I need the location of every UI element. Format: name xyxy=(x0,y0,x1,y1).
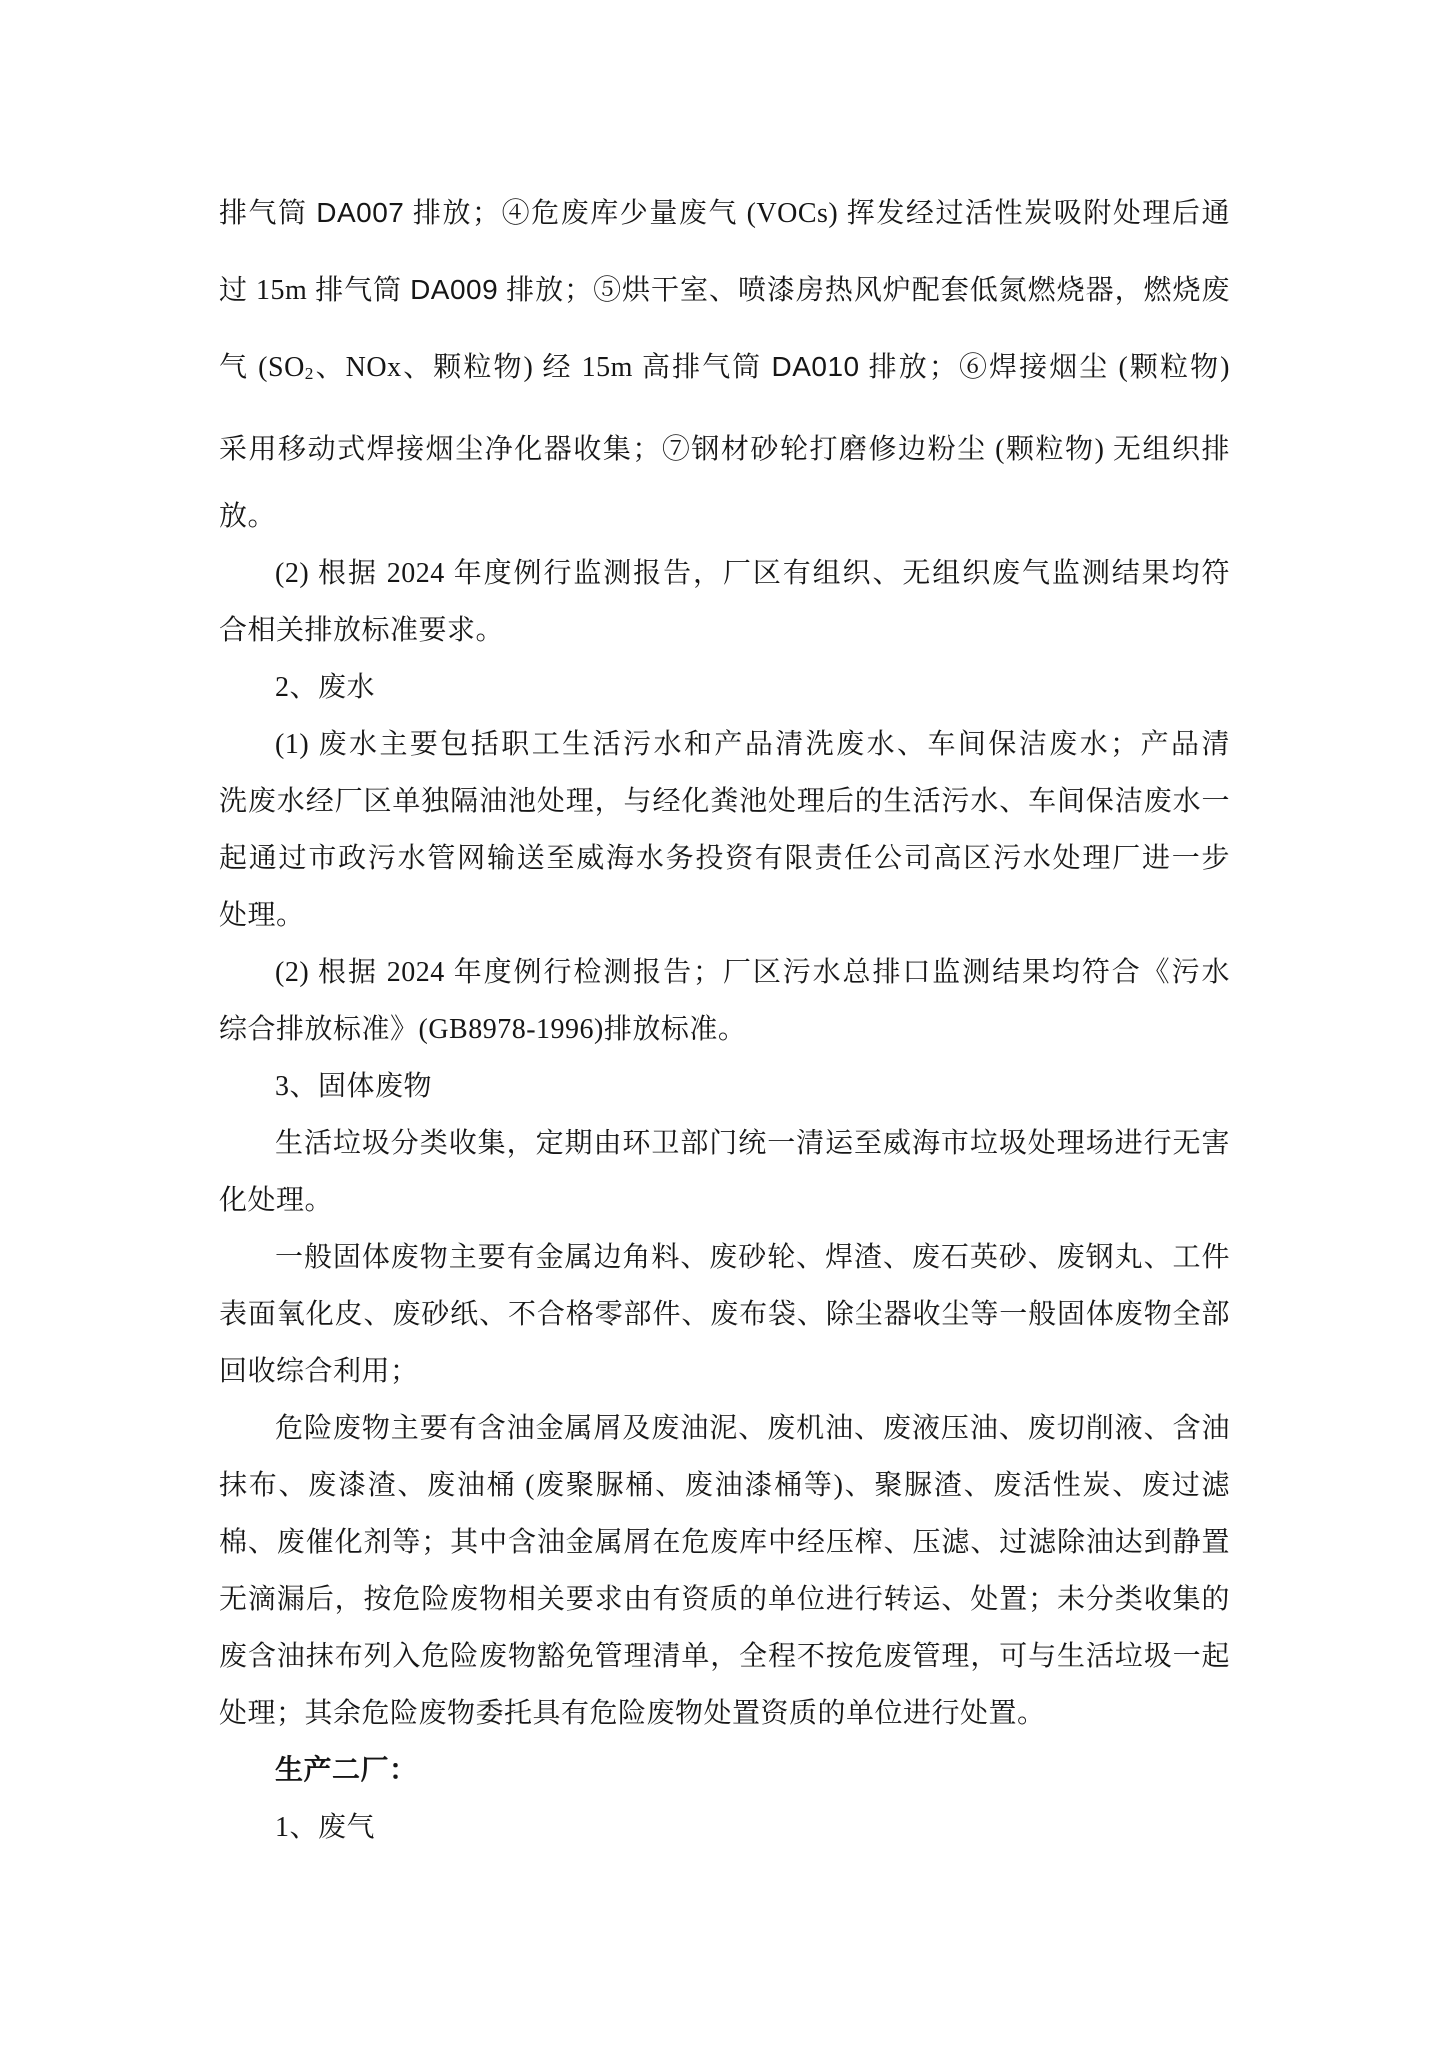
body-text: 采用移动式焊接烟尘净化器收集；⑦钢材砂轮打磨修边粉尘 (颗粒物) 无组织排 xyxy=(219,434,1230,466)
body-text: 排放；④危废库少量废气 (VOCs) 挥发经过活性炭吸附处理后通 xyxy=(404,198,1230,229)
subscript-text: 2 xyxy=(304,364,314,384)
text-line xyxy=(219,1001,1230,1058)
text-line xyxy=(219,175,1230,252)
body-text: 、NOx、颗粒物) 经 15m 高排气筒 xyxy=(313,352,772,383)
text-line xyxy=(219,602,1230,659)
body-text: 综合排放标准》(GB8978-1996)排放标准。 xyxy=(219,1014,747,1046)
body-text: 生活垃圾分类收集，定期由环卫部门统一清运至威海市垃圾处理场进行无害 xyxy=(275,1128,1230,1160)
body-text: 处理。 xyxy=(219,900,305,932)
body-text: 放。 xyxy=(219,501,277,533)
body-text: 危险废物主要有含油金属屑及废油泥、废机油、废液压油、废切削液、含油 xyxy=(275,1413,1230,1445)
body-text: 3、固体废物 xyxy=(275,1071,433,1103)
body-text: (2) 根据 2024 年度例行检测报告；厂区污水总排口监测结果均符合《污水 xyxy=(275,957,1230,989)
text-line xyxy=(219,773,1230,830)
body-text: 排放；⑥焊接烟尘 (颗粒物) xyxy=(859,352,1230,383)
text-line xyxy=(219,1343,1230,1400)
body-text: 2、废水 xyxy=(275,672,376,704)
body-text: (1) 废水主要包括职工生活污水和产品清洗废水、车间保洁废水；产品清 xyxy=(275,729,1230,761)
body-text: 处理；其余危险废物委托具有危险废物处置资质的单位进行处置。 xyxy=(219,1698,1046,1730)
stack-id-text: DA009 xyxy=(410,274,499,305)
text-line xyxy=(219,1457,1230,1514)
body-text: 一般固体废物主要有金属边角料、废砂轮、焊渣、废石英砂、废钢丸、工件 xyxy=(275,1242,1230,1274)
text-line xyxy=(219,412,1230,488)
body-text: 合相关排放标准要求。 xyxy=(219,615,505,647)
text-line xyxy=(219,1571,1230,1628)
text-line xyxy=(219,887,1230,944)
body-text: 起通过市政污水管网输送至威海水务投资有限责任公司高区污水处理厂进一步 xyxy=(219,843,1230,875)
stack-id-text: DA010 xyxy=(771,351,860,382)
body-text: 洗废水经厂区单独隔油池处理，与经化粪池处理后的生活污水、车间保洁废水一 xyxy=(219,786,1230,818)
text-line xyxy=(219,1286,1230,1343)
text-line xyxy=(219,252,1230,329)
body-text: 生产二厂： xyxy=(275,1755,418,1787)
body-text: 1、废气 xyxy=(275,1812,376,1844)
text-line xyxy=(219,329,1230,412)
body-text: 排气筒 xyxy=(219,198,317,229)
body-text: 棉、废催化剂等；其中含油金属屑在危废库中经压榨、压滤、过滤除油达到静置 xyxy=(219,1527,1230,1559)
text-line xyxy=(219,1628,1230,1685)
text-line xyxy=(219,830,1230,887)
text-line xyxy=(219,1115,1230,1172)
text-line xyxy=(219,1058,1230,1115)
text-line xyxy=(219,488,1230,545)
text-line xyxy=(219,1514,1230,1571)
text-line xyxy=(219,716,1230,773)
body-text: 无滴漏后，按危险废物相关要求由有资质的单位进行转运、处置；未分类收集的 xyxy=(219,1584,1230,1616)
text-line xyxy=(219,1685,1230,1742)
body-text: (2) 根据 2024 年度例行监测报告，厂区有组织、无组织废气监测结果均符 xyxy=(275,558,1230,590)
text-line xyxy=(219,545,1230,602)
text-line xyxy=(219,1172,1230,1229)
text-line xyxy=(219,1400,1230,1457)
body-text: 废含油抹布列入危险废物豁免管理清单，全程不按危废管理，可与生活垃圾一起 xyxy=(219,1641,1230,1673)
body-text: 抹布、废漆渣、废油桶 (废聚脲桶、废油漆桶等)、聚脲渣、废活性炭、废过滤 xyxy=(219,1470,1230,1502)
body-text: 表面氧化皮、废砂纸、不合格零部件、废布袋、除尘器收尘等一般固体废物全部 xyxy=(219,1299,1230,1331)
body-text: 排放；⑤烘干室、喷漆房热风炉配套低氮燃烧器，燃烧废 xyxy=(498,275,1230,306)
body-text: 气 (SO xyxy=(219,352,305,383)
text-line xyxy=(219,1799,1230,1856)
body-text: 化处理。 xyxy=(219,1185,334,1217)
text-line xyxy=(219,944,1230,1001)
text-line xyxy=(219,1229,1230,1286)
body-text: 过 15m 排气筒 xyxy=(219,275,411,306)
text-line xyxy=(219,659,1230,716)
body-text: 回收综合利用； xyxy=(219,1356,419,1388)
stack-id-text: DA007 xyxy=(316,197,405,228)
section-heading-line xyxy=(219,1742,1230,1799)
document-text-block xyxy=(219,175,1230,1856)
